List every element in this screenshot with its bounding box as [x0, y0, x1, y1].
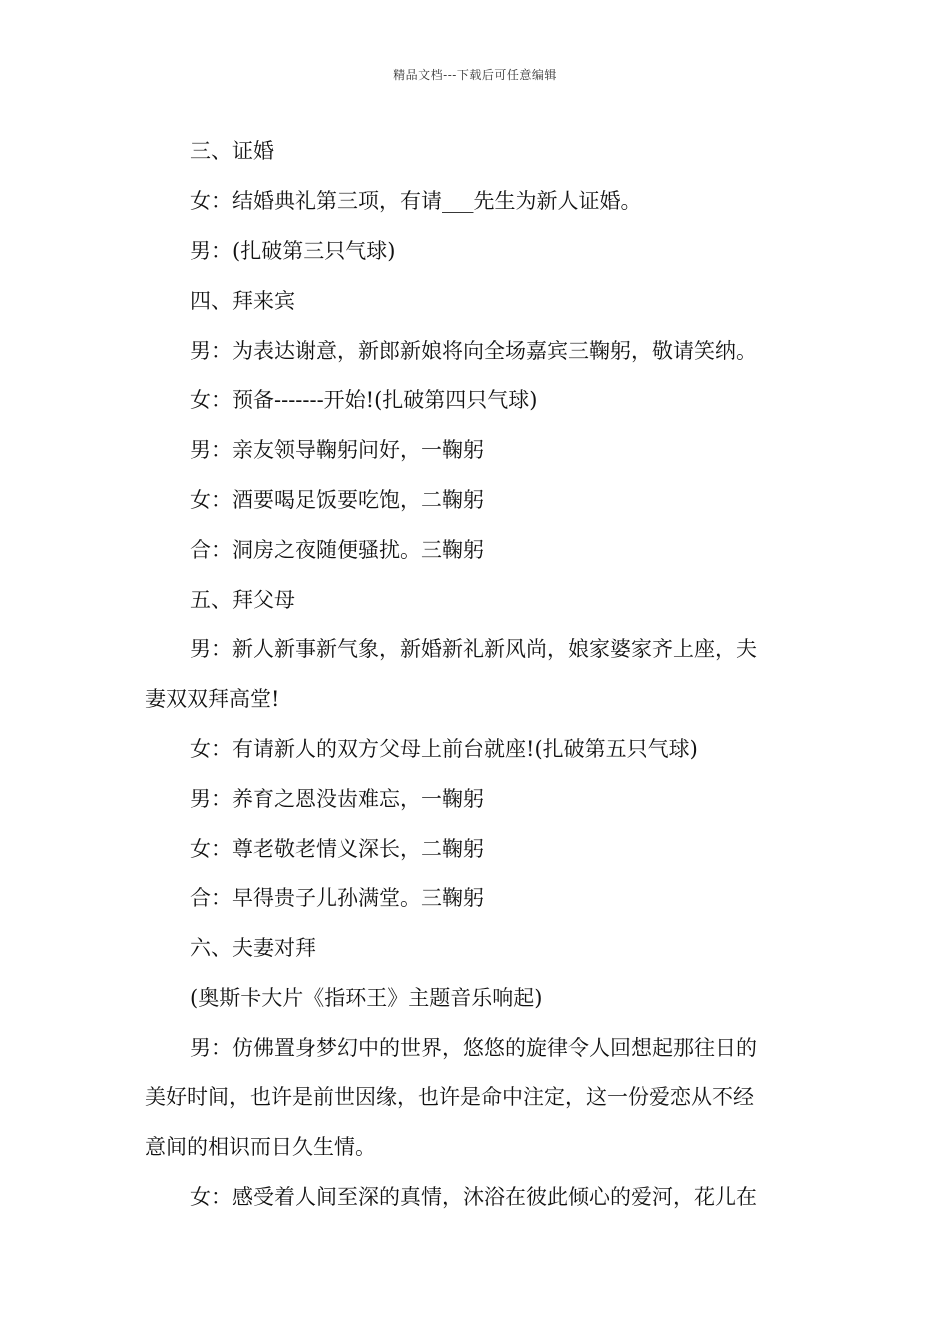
- paragraph-line: 男：仿佛置身梦幻中的世界，悠悠的旋律令人回想起那往日的: [190, 1036, 757, 1060]
- paragraph-line: 男：亲友领导鞠躬问好，一鞠躬: [190, 438, 484, 462]
- paragraph-line: 女：尊老敬老情义深长，二鞠躬: [190, 837, 484, 861]
- paragraph-line: 意间的相识而日久生情。: [145, 1135, 376, 1159]
- paragraph-line: 男：新人新事新气象，新婚新礼新风尚，娘家婆家齐上座，夫: [190, 637, 757, 661]
- section-heading: 五、拜父母: [190, 588, 295, 612]
- paragraph-line: 合：洞房之夜随便骚扰。三鞠躬: [190, 538, 484, 562]
- paragraph-line: 女：感受着人间至深的真情，沐浴在彼此倾心的爱河，花儿在: [190, 1185, 757, 1209]
- paragraph-line: 妻双双拜高堂!: [145, 687, 280, 711]
- paragraph-line: 男：为表达谢意，新郎新娘将向全场嘉宾三鞠躬，敬请笑纳。: [190, 339, 757, 363]
- paragraph-line: 女：预备-------开始!(扎破第四只气球): [190, 388, 538, 412]
- paragraph-line: 合：早得贵子儿孙满堂。三鞠躬: [190, 886, 484, 910]
- paragraph-line: 美好时间，也许是前世因缘，也许是命中注定，这一份爱恋从不经: [145, 1085, 754, 1109]
- paragraph-line: 女：有请新人的双方父母上前台就座!(扎破第五只气球): [190, 737, 698, 761]
- section-heading: 三、证婚: [190, 139, 274, 163]
- paragraph-line: 女：结婚典礼第三项，有请___先生为新人证婚。: [190, 189, 642, 213]
- paragraph-line: (奥斯卡大片《指环王》主题音乐响起): [190, 986, 543, 1010]
- paragraph-line: 女：酒要喝足饭要吃饱，二鞠躬: [190, 488, 484, 512]
- page-header: 精品文档---下载后可任意编辑: [393, 68, 557, 82]
- paragraph-line: 男：养育之恩没齿难忘，一鞠躬: [190, 787, 484, 811]
- section-heading: 四、拜来宾: [190, 289, 295, 313]
- paragraph-line: 男：(扎破第三只气球): [190, 239, 396, 263]
- section-heading: 六、夫妻对拜: [190, 936, 316, 960]
